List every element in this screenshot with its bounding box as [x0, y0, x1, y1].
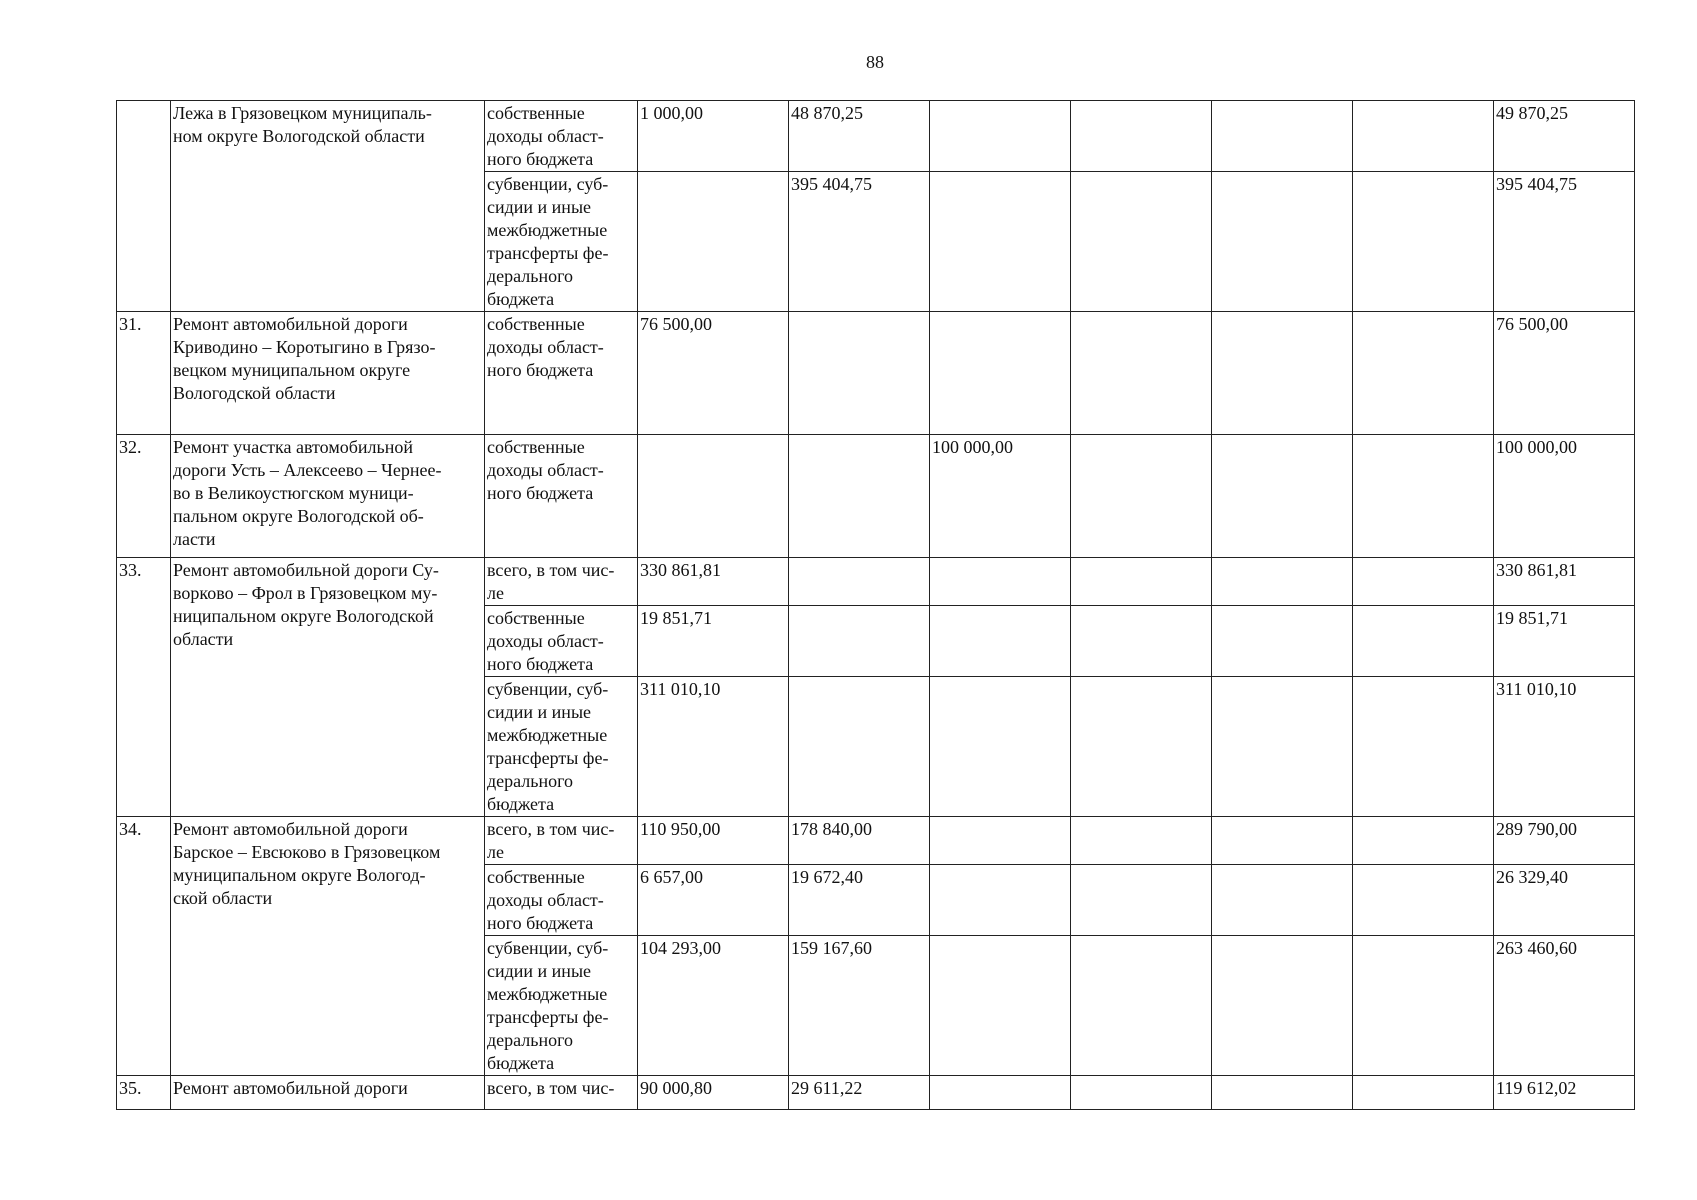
amount-cell	[1212, 558, 1353, 606]
amount-cell	[930, 101, 1071, 172]
amount-cell: 104 293,00	[638, 936, 789, 1076]
table-row	[117, 435, 1635, 558]
table-row	[117, 312, 1635, 435]
amount-cell: 330 861,81	[638, 558, 789, 606]
amount-cell	[789, 677, 930, 817]
amount-cell: 100 000,00	[930, 435, 1071, 558]
amount-cell	[930, 312, 1071, 435]
total-cell: 100 000,00	[1494, 435, 1635, 558]
item-name-cell: Ремонт участка автомобильной дороги Усть – Алексеево – Чернее- во в Великоустюгском муници- пальном округе Вологодской об- ласти	[171, 435, 485, 558]
amount-cell	[789, 312, 930, 435]
page-number: 88	[866, 52, 884, 72]
table-row	[117, 558, 1635, 606]
total-cell: 49 870,25	[1494, 101, 1635, 172]
amount-cell: 110 950,00	[638, 817, 789, 865]
amount-cell	[1353, 936, 1494, 1076]
amount-cell: 178 840,00	[789, 817, 930, 865]
row-number-cell: 32.	[117, 435, 171, 558]
funding-source-cell: собственные доходы област- ного бюджета	[485, 435, 638, 558]
amount-cell	[1212, 606, 1353, 677]
budget-table	[116, 100, 1635, 1110]
amount-cell	[1071, 817, 1212, 865]
amount-cell	[930, 817, 1071, 865]
funding-source-cell: субвенции, суб- сидии и иные межбюджетные трансферты фе- дерального бюджета	[485, 677, 638, 817]
amount-cell	[1353, 312, 1494, 435]
funding-source-cell: субвенции, суб- сидии и иные межбюджетные трансферты фе- дерального бюджета	[485, 172, 638, 312]
amount-cell	[1212, 817, 1353, 865]
funding-source-cell: всего, в том чис-	[485, 1076, 638, 1110]
total-cell: 311 010,10	[1494, 677, 1635, 817]
amount-cell	[1212, 677, 1353, 817]
amount-cell	[930, 1076, 1071, 1110]
amount-cell	[1071, 312, 1212, 435]
table-row	[117, 817, 1635, 865]
amount-cell	[930, 172, 1071, 312]
amount-cell	[930, 865, 1071, 936]
amount-cell	[638, 172, 789, 312]
total-cell: 330 861,81	[1494, 558, 1635, 606]
amount-cell	[789, 606, 930, 677]
amount-cell	[930, 677, 1071, 817]
total-cell: 263 460,60	[1494, 936, 1635, 1076]
amount-cell: 48 870,25	[789, 101, 930, 172]
amount-cell: 395 404,75	[789, 172, 930, 312]
row-number-cell	[117, 101, 171, 312]
funding-source-cell: собственные доходы област- ного бюджета	[485, 312, 638, 435]
row-number-cell: 35.	[117, 1076, 171, 1110]
amount-cell: 90 000,80	[638, 1076, 789, 1110]
amount-cell	[1353, 677, 1494, 817]
total-cell: 119 612,02	[1494, 1076, 1635, 1110]
amount-cell	[1212, 101, 1353, 172]
amount-cell	[930, 936, 1071, 1076]
table-row	[117, 1076, 1635, 1110]
total-cell: 19 851,71	[1494, 606, 1635, 677]
amount-cell	[1071, 865, 1212, 936]
funding-source-cell: всего, в том чис- ле	[485, 817, 638, 865]
funding-source-cell: собственные доходы област- ного бюджета	[485, 101, 638, 172]
amount-cell	[1353, 865, 1494, 936]
amount-cell: 159 167,60	[789, 936, 930, 1076]
amount-cell: 19 851,71	[638, 606, 789, 677]
funding-source-cell: всего, в том чис- ле	[485, 558, 638, 606]
amount-cell	[1212, 1076, 1353, 1110]
amount-cell	[1353, 435, 1494, 558]
funding-source-cell: субвенции, суб- сидии и иные межбюджетные трансферты фе- дерального бюджета	[485, 936, 638, 1076]
amount-cell: 1 000,00	[638, 101, 789, 172]
amount-cell	[1212, 936, 1353, 1076]
amount-cell	[638, 435, 789, 558]
amount-cell: 311 010,10	[638, 677, 789, 817]
amount-cell	[789, 558, 930, 606]
amount-cell	[1353, 101, 1494, 172]
amount-cell	[1353, 558, 1494, 606]
amount-cell	[930, 558, 1071, 606]
amount-cell	[1212, 312, 1353, 435]
amount-cell	[1071, 936, 1212, 1076]
amount-cell	[1071, 172, 1212, 312]
row-number-cell: 33.	[117, 558, 171, 817]
amount-cell: 19 672,40	[789, 865, 930, 936]
amount-cell	[1071, 677, 1212, 817]
amount-cell	[1071, 558, 1212, 606]
item-name-cell: Ремонт автомобильной дороги Криводино – Коротыгино в Грязо- вецком муниципальном округе Вологодской области	[171, 312, 485, 435]
item-name-cell: Ремонт автомобильной дороги	[171, 1076, 485, 1110]
amount-cell	[1353, 817, 1494, 865]
funding-source-cell: собственные доходы област- ного бюджета	[485, 865, 638, 936]
amount-cell	[1353, 606, 1494, 677]
amount-cell	[1353, 1076, 1494, 1110]
amount-cell	[789, 435, 930, 558]
item-name-cell: Ремонт автомобильной дороги Су- ворково – Фрол в Грязовецком му- ниципальном округе Вологодской области	[171, 558, 485, 817]
funding-source-cell: собственные доходы област- ного бюджета	[485, 606, 638, 677]
total-cell: 289 790,00	[1494, 817, 1635, 865]
total-cell: 395 404,75	[1494, 172, 1635, 312]
amount-cell: 76 500,00	[638, 312, 789, 435]
item-name-cell: Лежа в Грязовецком муниципаль- ном округе Вологодской области	[171, 101, 485, 312]
amount-cell: 29 611,22	[789, 1076, 930, 1110]
amount-cell	[1071, 606, 1212, 677]
amount-cell	[1071, 435, 1212, 558]
row-number-cell: 31.	[117, 312, 171, 435]
amount-cell	[1212, 172, 1353, 312]
amount-cell: 6 657,00	[638, 865, 789, 936]
item-name-cell: Ремонт автомобильной дороги Барское – Евсюково в Грязовецком муниципальном округе Вологод- ской области	[171, 817, 485, 1076]
amount-cell	[1071, 1076, 1212, 1110]
row-number-cell: 34.	[117, 817, 171, 1076]
amount-cell	[1212, 865, 1353, 936]
amount-cell	[930, 606, 1071, 677]
amount-cell	[1212, 435, 1353, 558]
total-cell: 26 329,40	[1494, 865, 1635, 936]
amount-cell	[1353, 172, 1494, 312]
table-row	[117, 101, 1635, 172]
total-cell: 76 500,00	[1494, 312, 1635, 435]
amount-cell	[1071, 101, 1212, 172]
